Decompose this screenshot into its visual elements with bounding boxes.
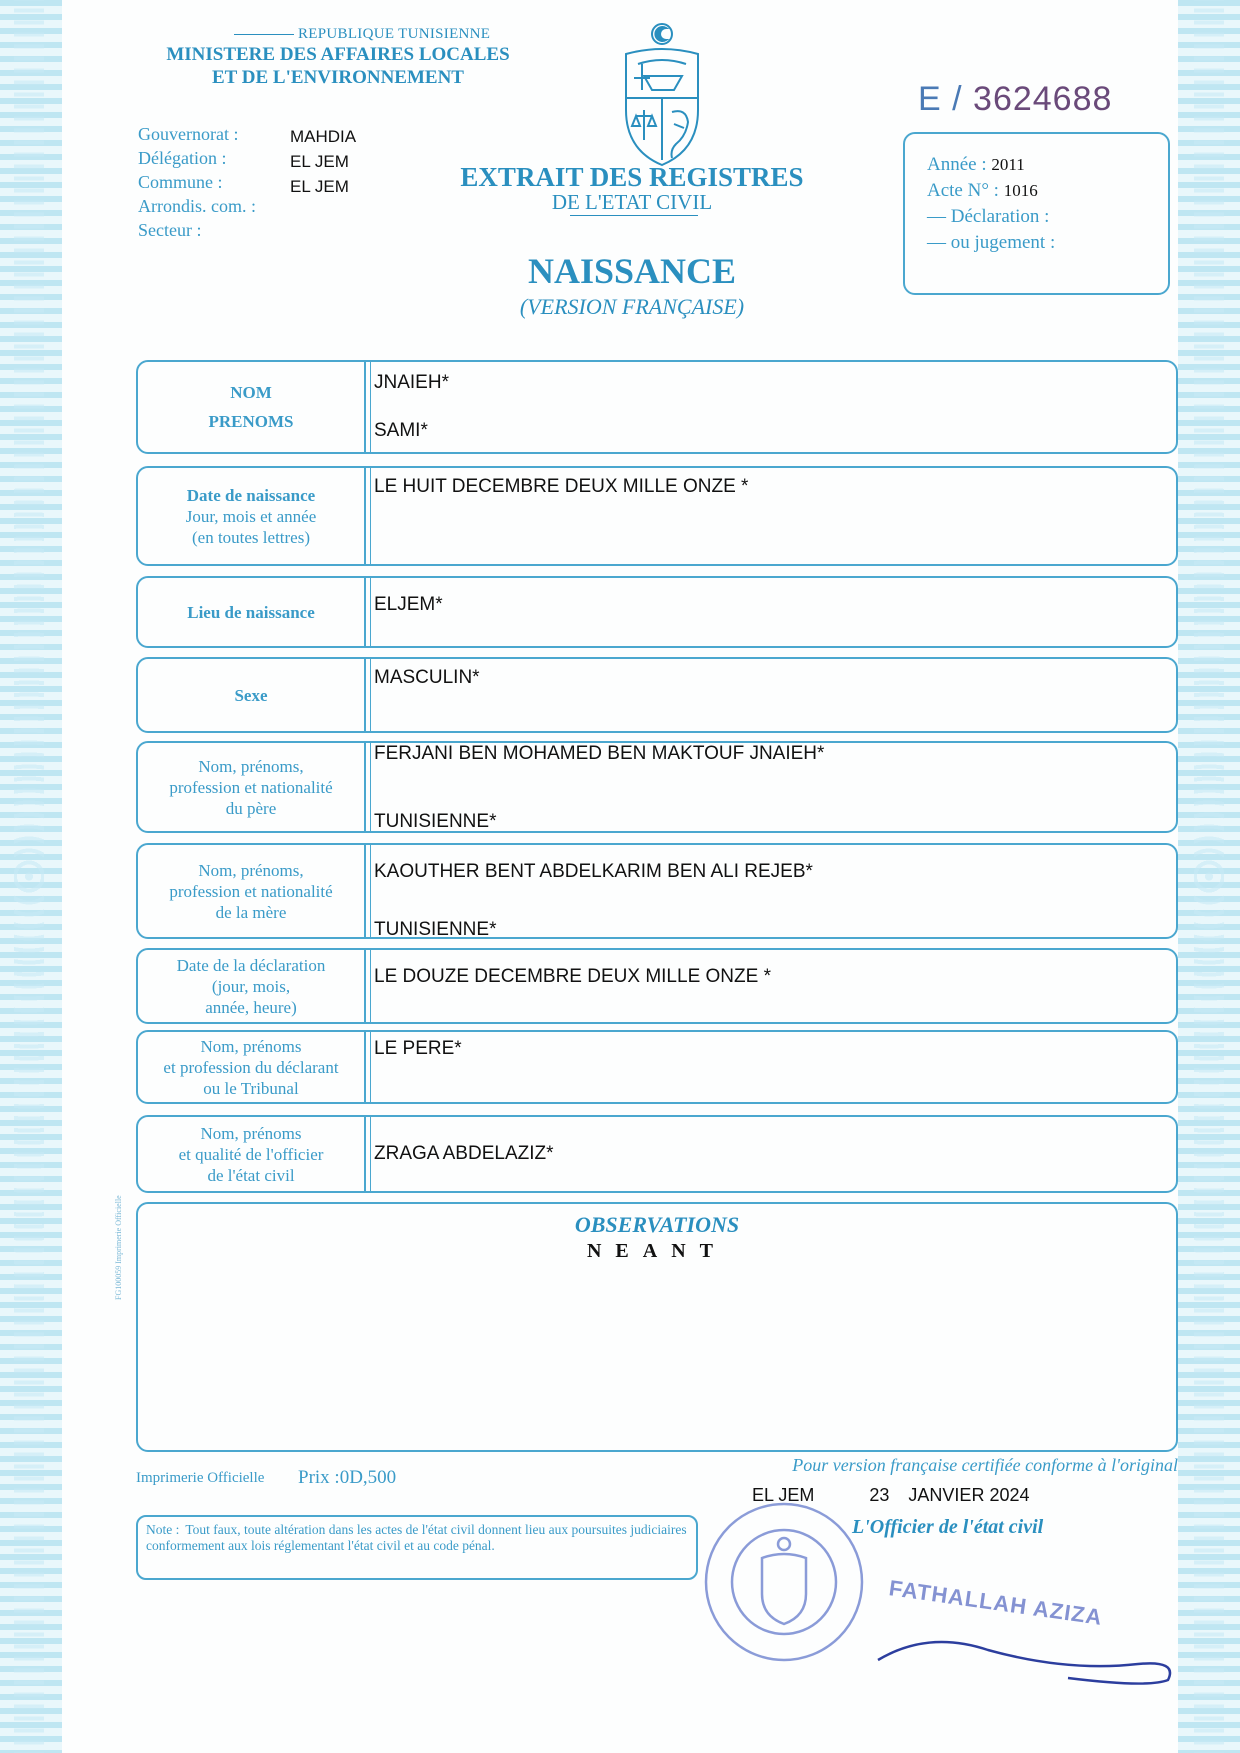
officer-title: L'Officier de l'état civil [852,1516,1044,1538]
row-pere [136,741,1178,833]
nom-label: NOM [230,383,272,402]
tunisia-coat-of-arms-icon [612,20,712,170]
declarant-label1: Nom, prénoms [200,1036,302,1056]
title-line1: EXTRAIT DES REGISTRES [460,162,804,192]
location-values [290,124,356,199]
birth-certificate [62,0,1178,1753]
handwritten-signature-icon [868,1620,1188,1690]
serial-number: E / 3624688 [918,80,1113,118]
issue-month-year: JANVIER 2024 [908,1485,1030,1505]
side-print-code: FG100059 Imprimerie Officielle [114,1195,123,1300]
commune-label: Commune : [138,172,223,192]
mere-nom-value: KAOUTHER BENT ABDELKARIM BEN ALI REJEB* [374,861,813,882]
nom-value: JNAIEH* [374,372,449,393]
observations-value: NEANT [586,1240,727,1262]
arrondis-label: Arrondis. com. : [138,196,256,216]
declarant-label2: et profession du déclarant [163,1057,339,1077]
gouvernorat-value: MAHDIA [290,127,357,146]
printer-label: Imprimerie Officielle [136,1470,265,1486]
prenoms-value: SAMI* [374,420,428,441]
officier-label1: Nom, prénoms [200,1123,302,1143]
declaration-value: LE DOUZE DECEMBRE DEUX MILLE ONZE * [374,966,771,987]
decorative-border-left [0,0,62,1753]
row-mere [136,843,1178,939]
observations-box [136,1202,1178,1452]
republic-label: REPUBLIQUE TUNISIENNE [234,26,490,43]
issue-day: 23 [869,1485,890,1505]
legal-note [136,1515,698,1580]
officier-label2: et qualité de l'officier [178,1144,324,1164]
officier-value: ZRAGA ABDELAZIZ* [374,1143,554,1164]
pere-label1: Nom, prénoms, [198,756,304,776]
issue-place: EL JEM [752,1485,815,1505]
secteur-label: Secteur : [138,220,202,240]
commune-value: EL JEM [290,177,349,196]
declarant-label3: ou le Tribunal [203,1078,299,1098]
signatory-name: FATHALLAH AZIZA [887,1575,1105,1630]
decorative-border-right [1178,0,1240,1753]
note-key: Note : [146,1522,180,1537]
annee-value: 2011 [991,155,1025,174]
pere-nom-value: FERJANI BEN MOHAMED BEN MAKTOUF JNAIEH* [374,743,825,764]
date-sub1: Jour, mois et année [185,506,317,526]
row-lieu-naissance [136,576,1178,648]
pere-label3: du père [225,798,277,818]
lieu-label: Lieu de naissance [187,602,315,622]
lieu-value: ELJEM* [374,594,443,615]
title-line2: DE L'ETAT CIVIL [551,190,713,214]
row-declarant [136,1030,1178,1104]
jugement-label: — ou jugement : [927,232,1056,253]
official-stamp-icon [700,1498,868,1666]
observations-title: OBSERVATIONS [574,1212,740,1237]
ministry-line2: ET DE L'ENVIRONNEMENT [212,67,464,88]
row-sexe [136,657,1178,733]
officier-label3: de l'état civil [207,1165,295,1185]
gouvernorat-label: Gouvernorat : [138,124,239,144]
mere-nationalite-value: TUNISIENNE* [374,919,497,940]
location-labels [138,122,256,242]
date-label: Date de naissance [186,485,316,505]
decl-label1: Date de la déclaration [176,955,326,975]
row-nom-prenoms [136,360,1178,454]
title-main: NAISSANCE [527,251,737,291]
declaration-label: — Déclaration : [927,206,1050,227]
acte-value: 1016 [1003,181,1038,200]
date-sub2: (en toutes lettres) [191,527,310,547]
sexe-label: Sexe [234,685,268,705]
decl-label2: (jour, mois, [211,976,291,996]
mere-label1: Nom, prénoms, [198,860,304,880]
prenoms-label: PRENOMS [208,412,294,431]
acte-label: Acte N° : [927,180,999,201]
title-version: (VERSION FRANÇAISE) [519,294,745,319]
price-label: Prix :0D,500 [298,1467,397,1488]
delegation-label: Délégation : [138,148,227,168]
delegation-value: EL JEM [290,152,349,171]
acte-box [903,132,1170,295]
pere-label2: profession et nationalité [169,777,333,797]
note-text: Tout faux, toute altération dans les actes de l'état civil donnent lieu aux poursuites judiciaires conformement aux lois réglementant l'état civil et au code pénal. [146,1522,687,1553]
title-underline [570,215,698,216]
declarant-value: LE PERE* [374,1038,462,1059]
pere-nationalite-value: TUNISIENNE* [374,811,497,832]
mere-label3: de la mère [215,902,287,922]
row-date-naissance [136,466,1178,566]
sexe-value: MASCULIN* [374,667,480,688]
decl-label3: année, heure) [205,997,297,1017]
nom-prenoms-label [138,362,366,452]
certification-text: Pour version française certifiée conforme à l'original [792,1455,1178,1475]
mere-label2: profession et nationalité [169,881,333,901]
annee-label: Année : [927,154,987,175]
date-value: LE HUIT DECEMBRE DEUX MILLE ONZE * [374,476,749,497]
ministry-line1: MINISTERE DES AFFAIRES LOCALES [166,44,510,65]
row-officier [136,1115,1178,1193]
row-declaration [136,948,1178,1024]
